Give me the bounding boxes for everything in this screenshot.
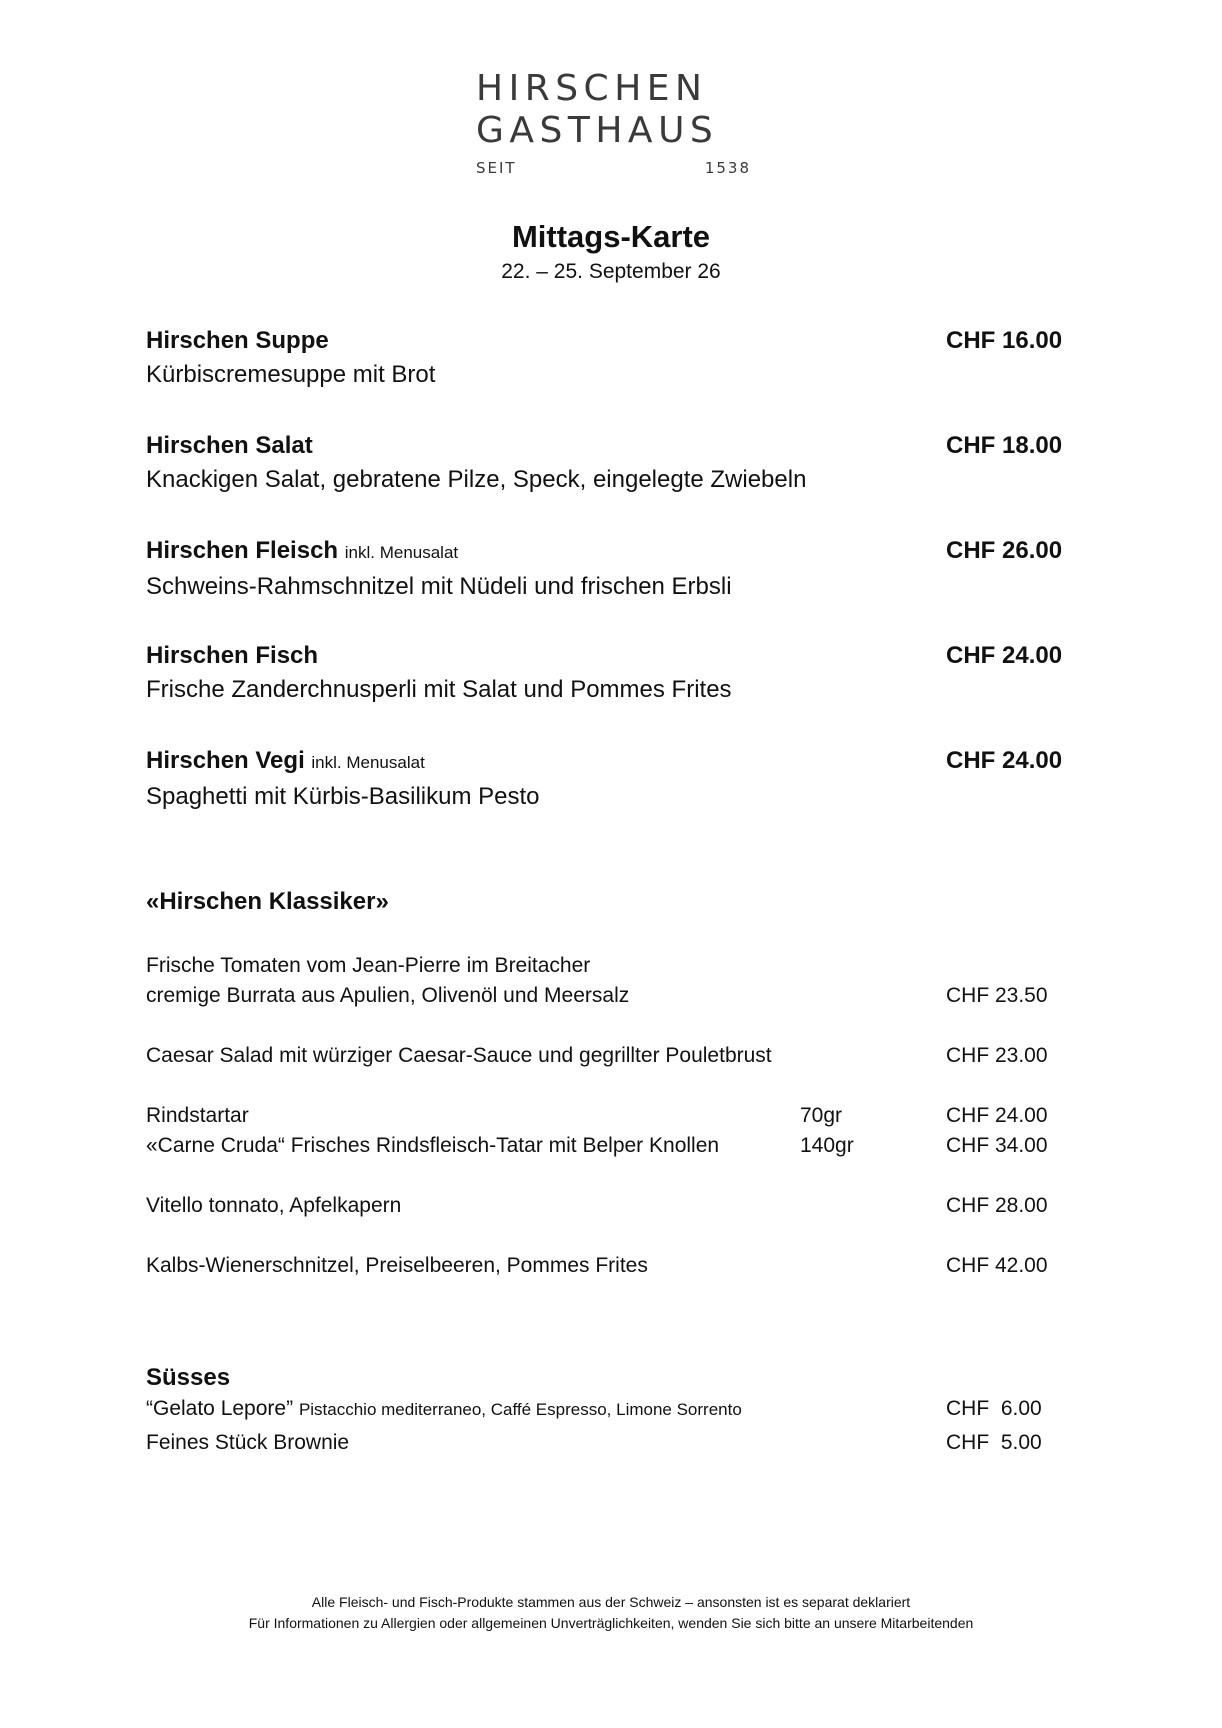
item-name: Hirschen Fisch bbox=[146, 642, 319, 669]
item-weight bbox=[800, 1041, 946, 1071]
item-weight bbox=[800, 951, 946, 981]
item-price: CHF 24.00 bbox=[946, 1104, 1048, 1127]
item-weight bbox=[800, 1251, 946, 1281]
menu-item-salat bbox=[146, 429, 1066, 497]
menu-header bbox=[0, 217, 1222, 287]
item-text: cremige Burrata aus Apulien, Olivenöl und Meersalz bbox=[146, 984, 630, 1007]
item-weight bbox=[800, 1191, 946, 1221]
logo-seit: SEIT bbox=[476, 159, 517, 177]
item-description: Knackigen Salat, gebratene Pilze, Speck, eingelegte Zwiebeln bbox=[146, 466, 807, 493]
page-title: Mittags-Karte bbox=[511, 219, 711, 254]
menu-dates: 22. – 25. September 26 bbox=[501, 260, 721, 283]
dessert-item bbox=[146, 1428, 1066, 1459]
item-name: Hirschen Vegi bbox=[146, 747, 305, 774]
item-name: Hirschen Salat bbox=[146, 432, 313, 459]
section-heading-klassiker: «Hirschen Klassiker» bbox=[146, 888, 389, 915]
klassiker-item bbox=[146, 1041, 1066, 1071]
item-weight bbox=[800, 981, 946, 1011]
item-text: Vitello tonnato, Apfelkapern bbox=[146, 1194, 402, 1217]
klassiker-item bbox=[146, 1101, 1066, 1161]
item-name: Hirschen Fleisch bbox=[146, 537, 339, 564]
item-note: inkl. Menusalat bbox=[344, 543, 459, 562]
menu-item-vegi bbox=[146, 744, 1066, 814]
item-weight: 140gr bbox=[800, 1134, 854, 1157]
item-text: Frische Tomaten vom Jean-Pierre im Breitacher bbox=[146, 954, 591, 977]
footer-origin-note: Alle Fleisch- und Fisch-Produkte stammen aus der Schweiz – ansonsten ist es separat deklariert bbox=[311, 1594, 911, 1610]
item-description: Kürbiscremesuppe mit Brot bbox=[146, 361, 436, 388]
item-text: Kalbs-Wienerschnitzel, Preiselbeeren, Pommes Frites bbox=[146, 1254, 648, 1277]
item-price: CHF 24.00 bbox=[946, 747, 1063, 774]
item-weight: 70gr bbox=[800, 1104, 843, 1127]
item-text: Caesar Salad mit würziger Caesar-Sauce und gegrillter Pouletbrust bbox=[146, 1044, 772, 1067]
item-price bbox=[946, 951, 1066, 981]
logo-year: 1538 bbox=[704, 159, 751, 177]
item-name: Feines Stück Brownie bbox=[146, 1431, 350, 1454]
item-price: CHF 18.00 bbox=[946, 432, 1063, 459]
klassiker-item bbox=[146, 1191, 1066, 1221]
item-name: Hirschen Suppe bbox=[146, 327, 329, 354]
item-description: Spaghetti mit Kürbis-Basilikum Pesto bbox=[146, 783, 540, 810]
klassiker-item bbox=[146, 1251, 1066, 1281]
item-text: «Carne Cruda“ Frisches Rindsfleisch-Tatar mit Belper Knollen bbox=[146, 1134, 720, 1157]
section-heading-suesses: Süsses bbox=[146, 1364, 231, 1391]
item-note: inkl. Menusalat bbox=[311, 753, 425, 772]
item-price: CHF 26.00 bbox=[946, 537, 1063, 564]
item-detail: Pistacchio mediterraneo, Caffé Espresso, Limone Sorrento bbox=[298, 1400, 742, 1419]
item-price: CHF 34.00 bbox=[946, 1134, 1048, 1157]
logo-line-2: GASTHAUS bbox=[476, 110, 719, 151]
item-price: CHF 6.00 bbox=[946, 1397, 1042, 1420]
item-price: CHF 24.00 bbox=[946, 642, 1063, 669]
menu-item-fisch bbox=[146, 639, 1066, 707]
brand-logo bbox=[476, 68, 751, 177]
item-price: CHF 23.50 bbox=[946, 984, 1048, 1007]
klassiker-item bbox=[146, 951, 1066, 1011]
dessert-item bbox=[146, 1394, 1066, 1425]
item-price: CHF 16.00 bbox=[946, 327, 1063, 354]
item-description: Schweins-Rahmschnitzel mit Nüdeli und frischen Erbsli bbox=[146, 573, 732, 600]
item-price: CHF 5.00 bbox=[946, 1431, 1042, 1454]
item-price: CHF 28.00 bbox=[946, 1194, 1048, 1217]
footer-allergy-note: Für Informationen zu Allergien oder allgemeinen Unverträglichkeiten, wenden Sie sich bitte an unsere Mitarbeitenden bbox=[248, 1615, 974, 1631]
menu-item-suppe bbox=[146, 324, 1066, 392]
item-name: “Gelato Lepore” bbox=[146, 1397, 294, 1420]
item-price: CHF 42.00 bbox=[946, 1254, 1048, 1277]
item-description: Frische Zanderchnusperli mit Salat und Pommes Frites bbox=[146, 676, 732, 703]
footer-notes bbox=[0, 1592, 1222, 1634]
menu-item-fleisch bbox=[146, 534, 1066, 604]
logo-established-row bbox=[476, 159, 751, 177]
item-text: Rindstartar bbox=[146, 1104, 249, 1127]
logo-line-1: HIRSCHEN bbox=[476, 68, 708, 109]
item-price: CHF 23.00 bbox=[946, 1044, 1048, 1067]
